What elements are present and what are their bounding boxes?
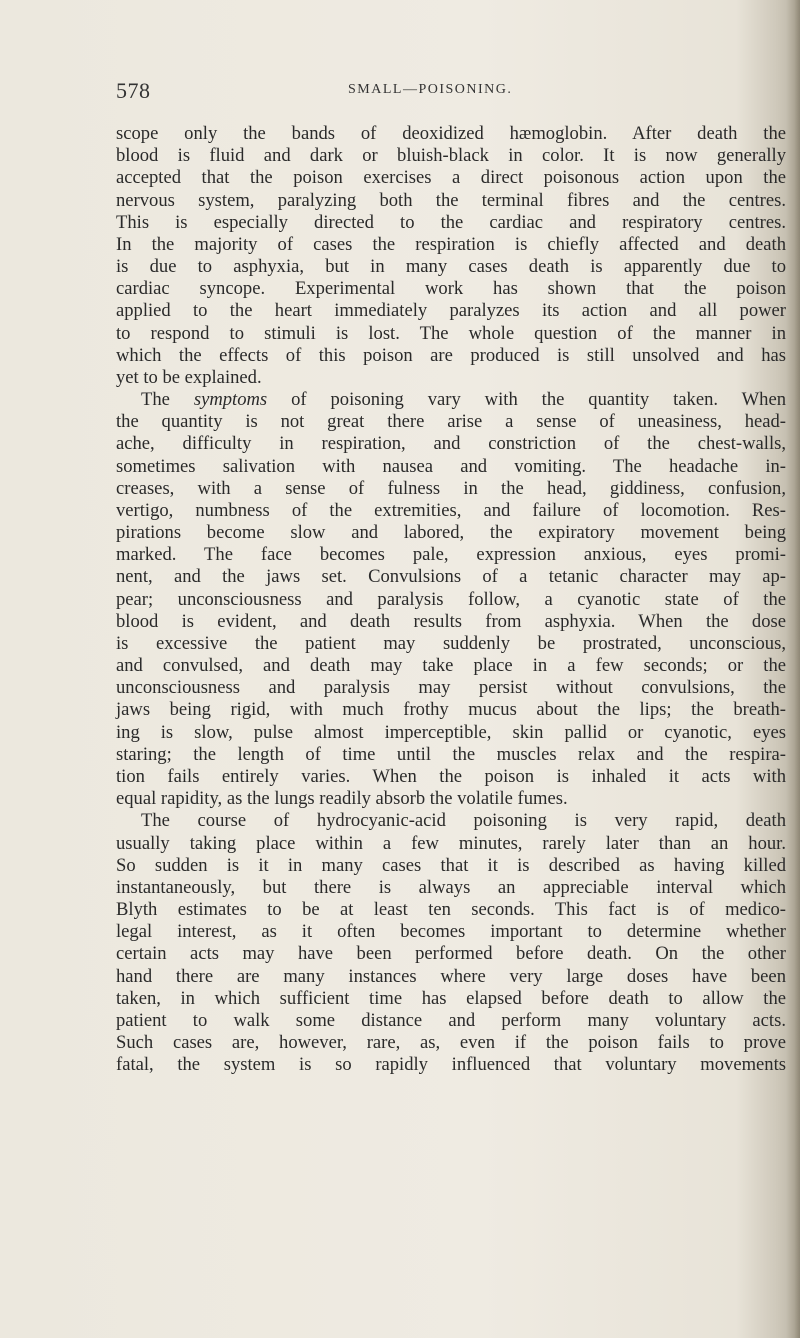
text-line: cardiac syncope. Experimental work has shown that the poison [116,278,786,300]
text-line [116,389,786,411]
text-line: nent, and the jaws set. Convulsions of a tetanic character may ap- [116,566,786,588]
text-line: nervous system, paralyzing both the terminal fibres and the centres. [116,189,786,211]
text-line: Such cases are, however, rare, as, even if the poison fails to prove [116,1032,786,1054]
text-line: tion fails entirely varies. When the poison is inhaled it acts with [116,765,786,787]
text-line: scope only the bands of deoxidized hæmoglobin. After death the [116,123,786,144]
page-edge-shadow [786,0,800,1338]
text-line: creases, with a sense of fulness in the head, giddiness, confusion, [116,477,786,499]
text-line: which the effects of this poison are produced is still unsolved and has [116,344,786,366]
paragraph [116,810,786,1076]
text-line: instantaneously, but there is always an appreciable interval which [116,876,786,898]
text-line: pirations become slow and labored, the expiratory movement being [116,522,786,544]
body-text [116,123,786,1076]
text-line: The course of hydrocyanic-acid poisoning is very rapid, death [141,810,786,832]
text-line: applied to the heart immediately paralyzes its action and all power [116,300,786,322]
text-line: This is especially directed to the cardiac and respiratory centres. [116,211,786,233]
text-line: patient to walk some distance and perform many voluntary acts. [116,1009,786,1031]
text-run: of poisoning vary with the quantity taken. When [267,389,787,411]
italic-term: symptoms [193,389,268,411]
text-line: marked. The face becomes pale, expression anxious, eyes promi- [116,544,786,566]
text-line: Blyth estimates to be at least ten seconds. This fact is of medico- [116,899,786,921]
paragraph [116,123,786,389]
text-line: ing is slow, pulse almost imperceptible, skin pallid or cyanotic, eyes [116,721,786,743]
text-line: legal interest, as it often becomes important to determine whether [116,921,786,943]
text-line: accepted that the poison exercises a direct poisonous action upon the [116,167,786,189]
paragraph [116,389,786,810]
text-line: ache, difficulty in respiration, and constriction of the chest-walls, [116,433,786,455]
text-line: blood is fluid and dark or bluish-black in color. It is now generally [116,145,786,167]
running-head: SMALL—POISONING. [348,82,513,97]
text-line: the quantity is not great there arise a sense of uneasiness, head- [116,411,786,433]
text-line: fatal, the system is so rapidly influenced that voluntary movements [116,1054,786,1076]
text-run: The [141,389,194,411]
text-line: yet to be explained. [116,366,262,388]
text-line: In the majority of cases the respiration is chiefly affected and death [116,233,786,255]
text-line: equal rapidity, as the lungs readily absorb the volatile fumes. [116,788,568,810]
text-line: taken, in which sufficient time has elapsed before death to allow the [116,987,786,1009]
text-line: blood is evident, and death results from asphyxia. When the dose [116,610,786,632]
text-line: and convulsed, and death may take place in a few seconds; or the [116,655,786,677]
text-line: So sudden is it in many cases that it is described as having killed [116,854,786,876]
text-line: jaws being rigid, with much frothy mucus about the lips; the breath- [116,699,786,721]
text-line: staring; the length of time until the muscles relax and the respira- [116,743,786,765]
text-line: unconsciousness and paralysis may persist without convulsions, the [116,677,786,699]
text-line: to respond to stimuli is lost. The whole question of the manner in [116,322,786,344]
text-line: hand there are many instances where very large doses have been [116,965,786,987]
page-number: 578 [116,78,151,103]
text-line: certain acts may have been performed before death. On the other [116,943,786,965]
text-line: pear; unconsciousness and paralysis follow, a cyanotic state of the [116,588,786,610]
text-line: usually taking place within a few minutes, rarely later than an hour. [116,832,786,854]
text-line: vertigo, numbness of the extremities, and failure of locomotion. Res- [116,499,786,521]
text-line: sometimes salivation with nausea and vomiting. The headache in- [116,455,786,477]
text-line: is due to asphyxia, but in many cases death is apparently due to [116,256,786,278]
text-line: is excessive the patient may suddenly be prostrated, unconscious, [116,632,786,654]
page-header [116,78,786,108]
